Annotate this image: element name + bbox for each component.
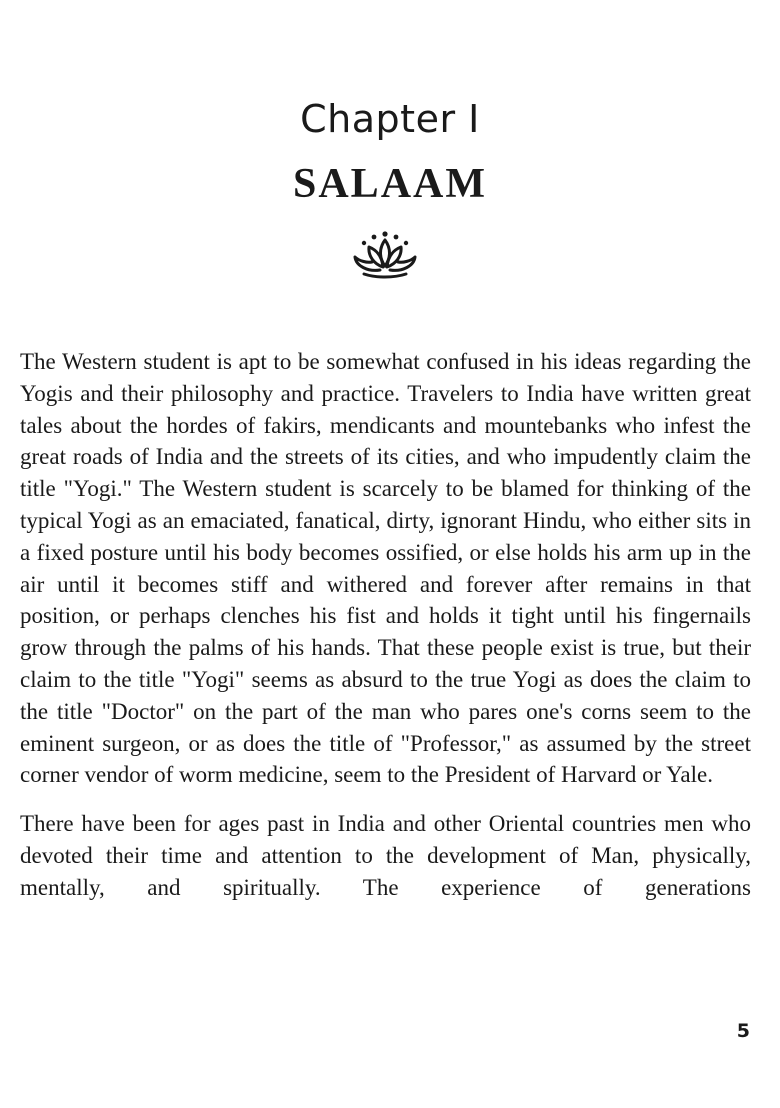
paragraph: The Western student is apt to be somewhat confused in his ideas regarding the Yogis and their philosophy and practice. Travelers to India have written great tales about the hordes of fakirs, mendicants and mountebanks who infest the great roads of India and the streets of its cities, and who impudently claim the title "Yogi." The Western student is scarcely to be blamed for thinking of the typical Yogi as an emaciated, fanatical, dirty, ignorant Hindu, who either sits in a fixed posture until his body becomes ossified, or else holds his arm up in the air until it becomes stiff and withered and forever after remains in that position, or perhaps clenches his fist and holds it tight until his fingernails grow through the palms of his hands. That these people exist is true, but their claim to the title "Yogi" seems as absurd to the true Yogi as does the claim to the title "Doctor" on the part of the man who pares one's corns seem to the eminent surgeon, or as does the title of "Professor," as assumed by the street corner vendor of worm medicine, seem to the President of Harvard or Yale.	[20, 349, 751, 788]
body-text	[20, 346, 751, 904]
lotus-ornament-icon	[350, 230, 420, 280]
paragraph: There have been for ages past in India and other Oriental countries men who devoted their time and attention to the development of Man, physically, mentally, and spiritually. The experience of generations	[20, 811, 751, 900]
page-number: 5	[736, 1020, 750, 1042]
chapter-title: SALAAM	[292, 161, 487, 207]
chapter-label: Chapter I	[300, 97, 480, 141]
